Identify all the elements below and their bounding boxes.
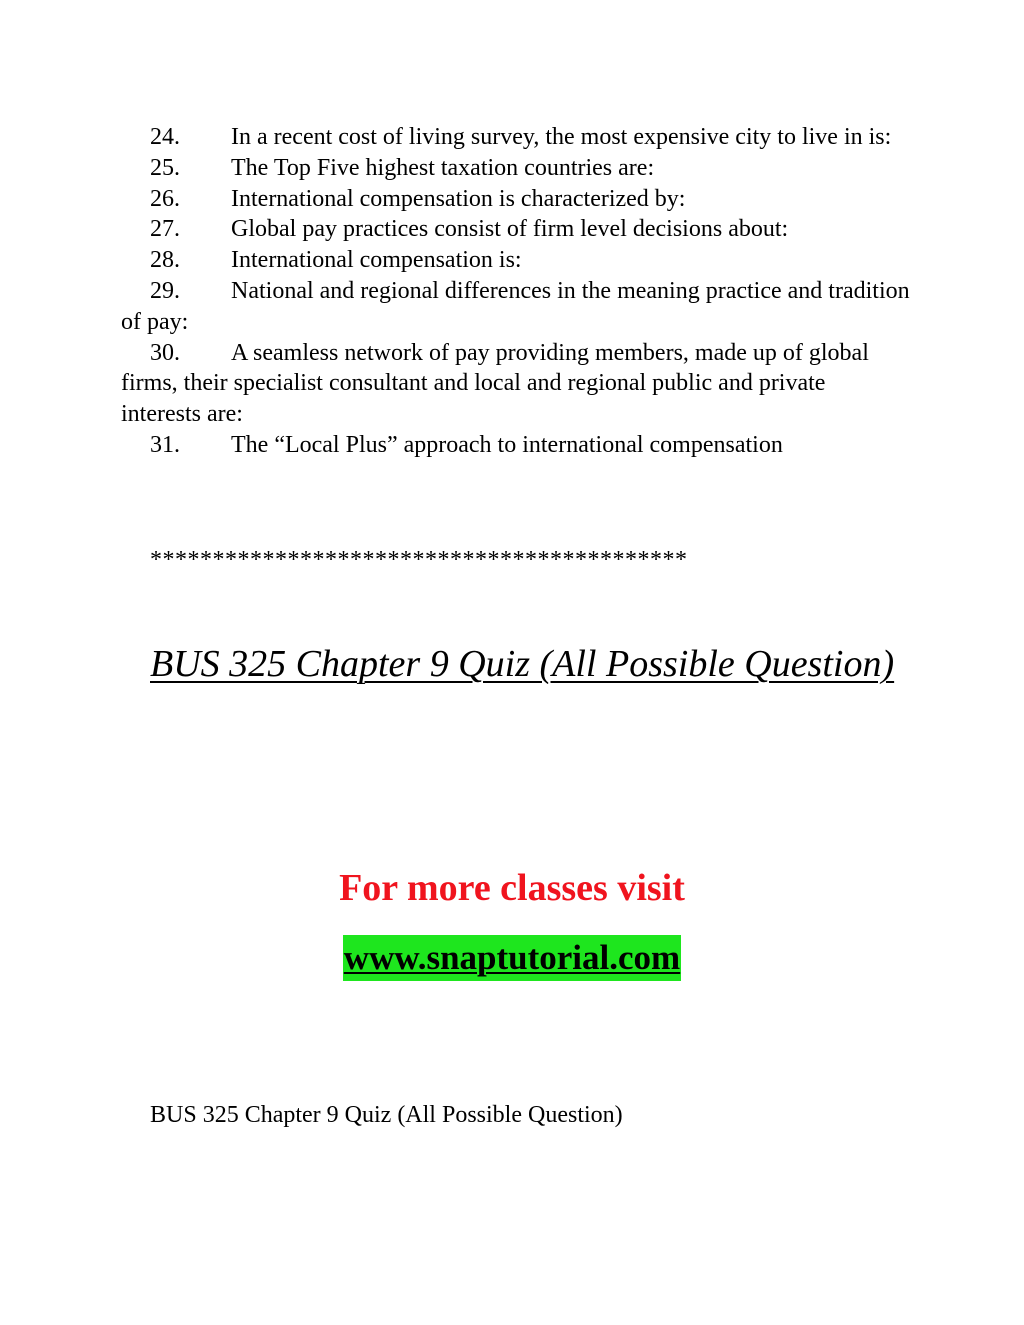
list-item [121, 430, 911, 461]
footer-quiz-title: BUS 325 Chapter 9 Quiz (All Possible Question) [150, 1102, 623, 1128]
question-number: 25. [150, 154, 180, 181]
question-number: 31. [150, 431, 180, 458]
list-item [121, 276, 911, 338]
list-item [121, 122, 911, 153]
question-text: National and regional differences in the meaning practice and tradition of pay: [121, 277, 910, 335]
asterisk-separator: ******************************************* [150, 547, 688, 573]
list-item [121, 184, 911, 215]
question-list [121, 122, 911, 461]
list-item [121, 153, 911, 184]
list-item [121, 214, 911, 245]
question-text: In a recent cost of living survey, the most expensive city to live in is: [231, 124, 892, 150]
list-item [121, 245, 911, 276]
promo-link-container [0, 935, 1024, 981]
question-text: The “Local Plus” approach to international compensation [231, 431, 783, 458]
quiz-title-heading: BUS 325 Chapter 9 Quiz (All Possible Question) [150, 643, 895, 685]
question-number: 28. [150, 247, 180, 274]
question-text: Global pay practices consist of firm level decisions about: [231, 216, 789, 243]
question-number: 24. [150, 124, 180, 150]
question-number: 26. [150, 185, 180, 212]
question-number: 27. [150, 216, 180, 243]
question-text: A seamless network of pay providing members, made up of global firms, their specialist consultant and local and regional public and private interests are: [121, 339, 869, 428]
question-text: International compensation is: [231, 247, 522, 274]
question-text: The Top Five highest taxation countries are: [231, 154, 655, 181]
website-link[interactable]: www.snaptutorial.com [343, 935, 681, 981]
list-item [121, 338, 911, 430]
question-number: 29. [150, 277, 180, 304]
question-number: 30. [150, 339, 180, 366]
question-text: International compensation is characterized by: [231, 185, 686, 212]
promo-visit-text: For more classes visit [339, 867, 685, 909]
